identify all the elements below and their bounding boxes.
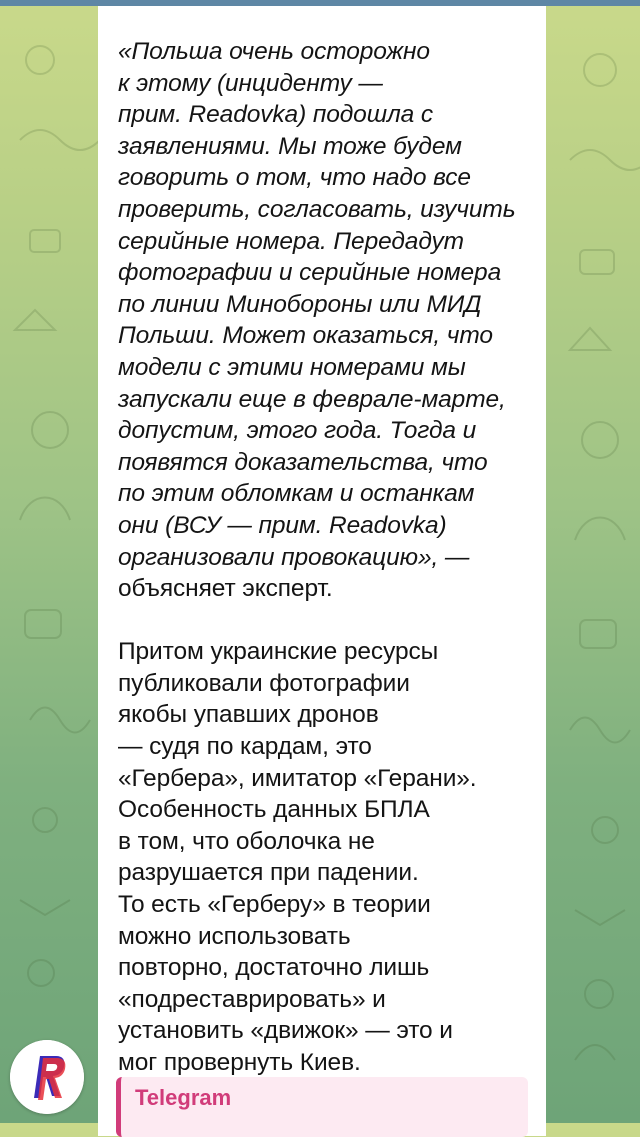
message-bubble[interactable]: [98, 6, 546, 1136]
message-paragraph-2: Притом украинские ресурсы публиковали фотографии якобы упавших дронов — судя по кардам, это «Гербера», имитатор «Герани». Особенность данных БПЛА в том, что оболочка не разрушается при падении. То есть «Герберу» в теории можно использовать повторно, достаточно лишь «подреставрировать» и установить «движок» — это и мог провернуть Киев.: [118, 638, 477, 1076]
message-quote-attribution: объясняет эксперт.: [118, 575, 333, 603]
readovka-logo-icon: [10, 1040, 84, 1114]
paragraph-spacer: [118, 605, 526, 637]
message-quote-text: «Польша очень осторожно к этому (инциденту — прим. Readovka) подошла с заявлениями. Мы тоже будем говорить о том, что надо все проверить, согласовать, изучить серийные номера. Передадут фотографии и серийные номера по линии Минобороны или МИД Польши. Может оказаться, что модели с этими номерами мы запускали еще в феврале-марте, допустим, этого года. Тогда и появятся доказательства, что по этим обломкам и останкам они (ВСУ — прим. Readovka) организовали провокацию», —: [118, 38, 516, 571]
link-preview-card[interactable]: [116, 1077, 528, 1137]
link-preview-site-name: Telegram: [135, 1085, 232, 1110]
channel-avatar[interactable]: [10, 1040, 84, 1114]
